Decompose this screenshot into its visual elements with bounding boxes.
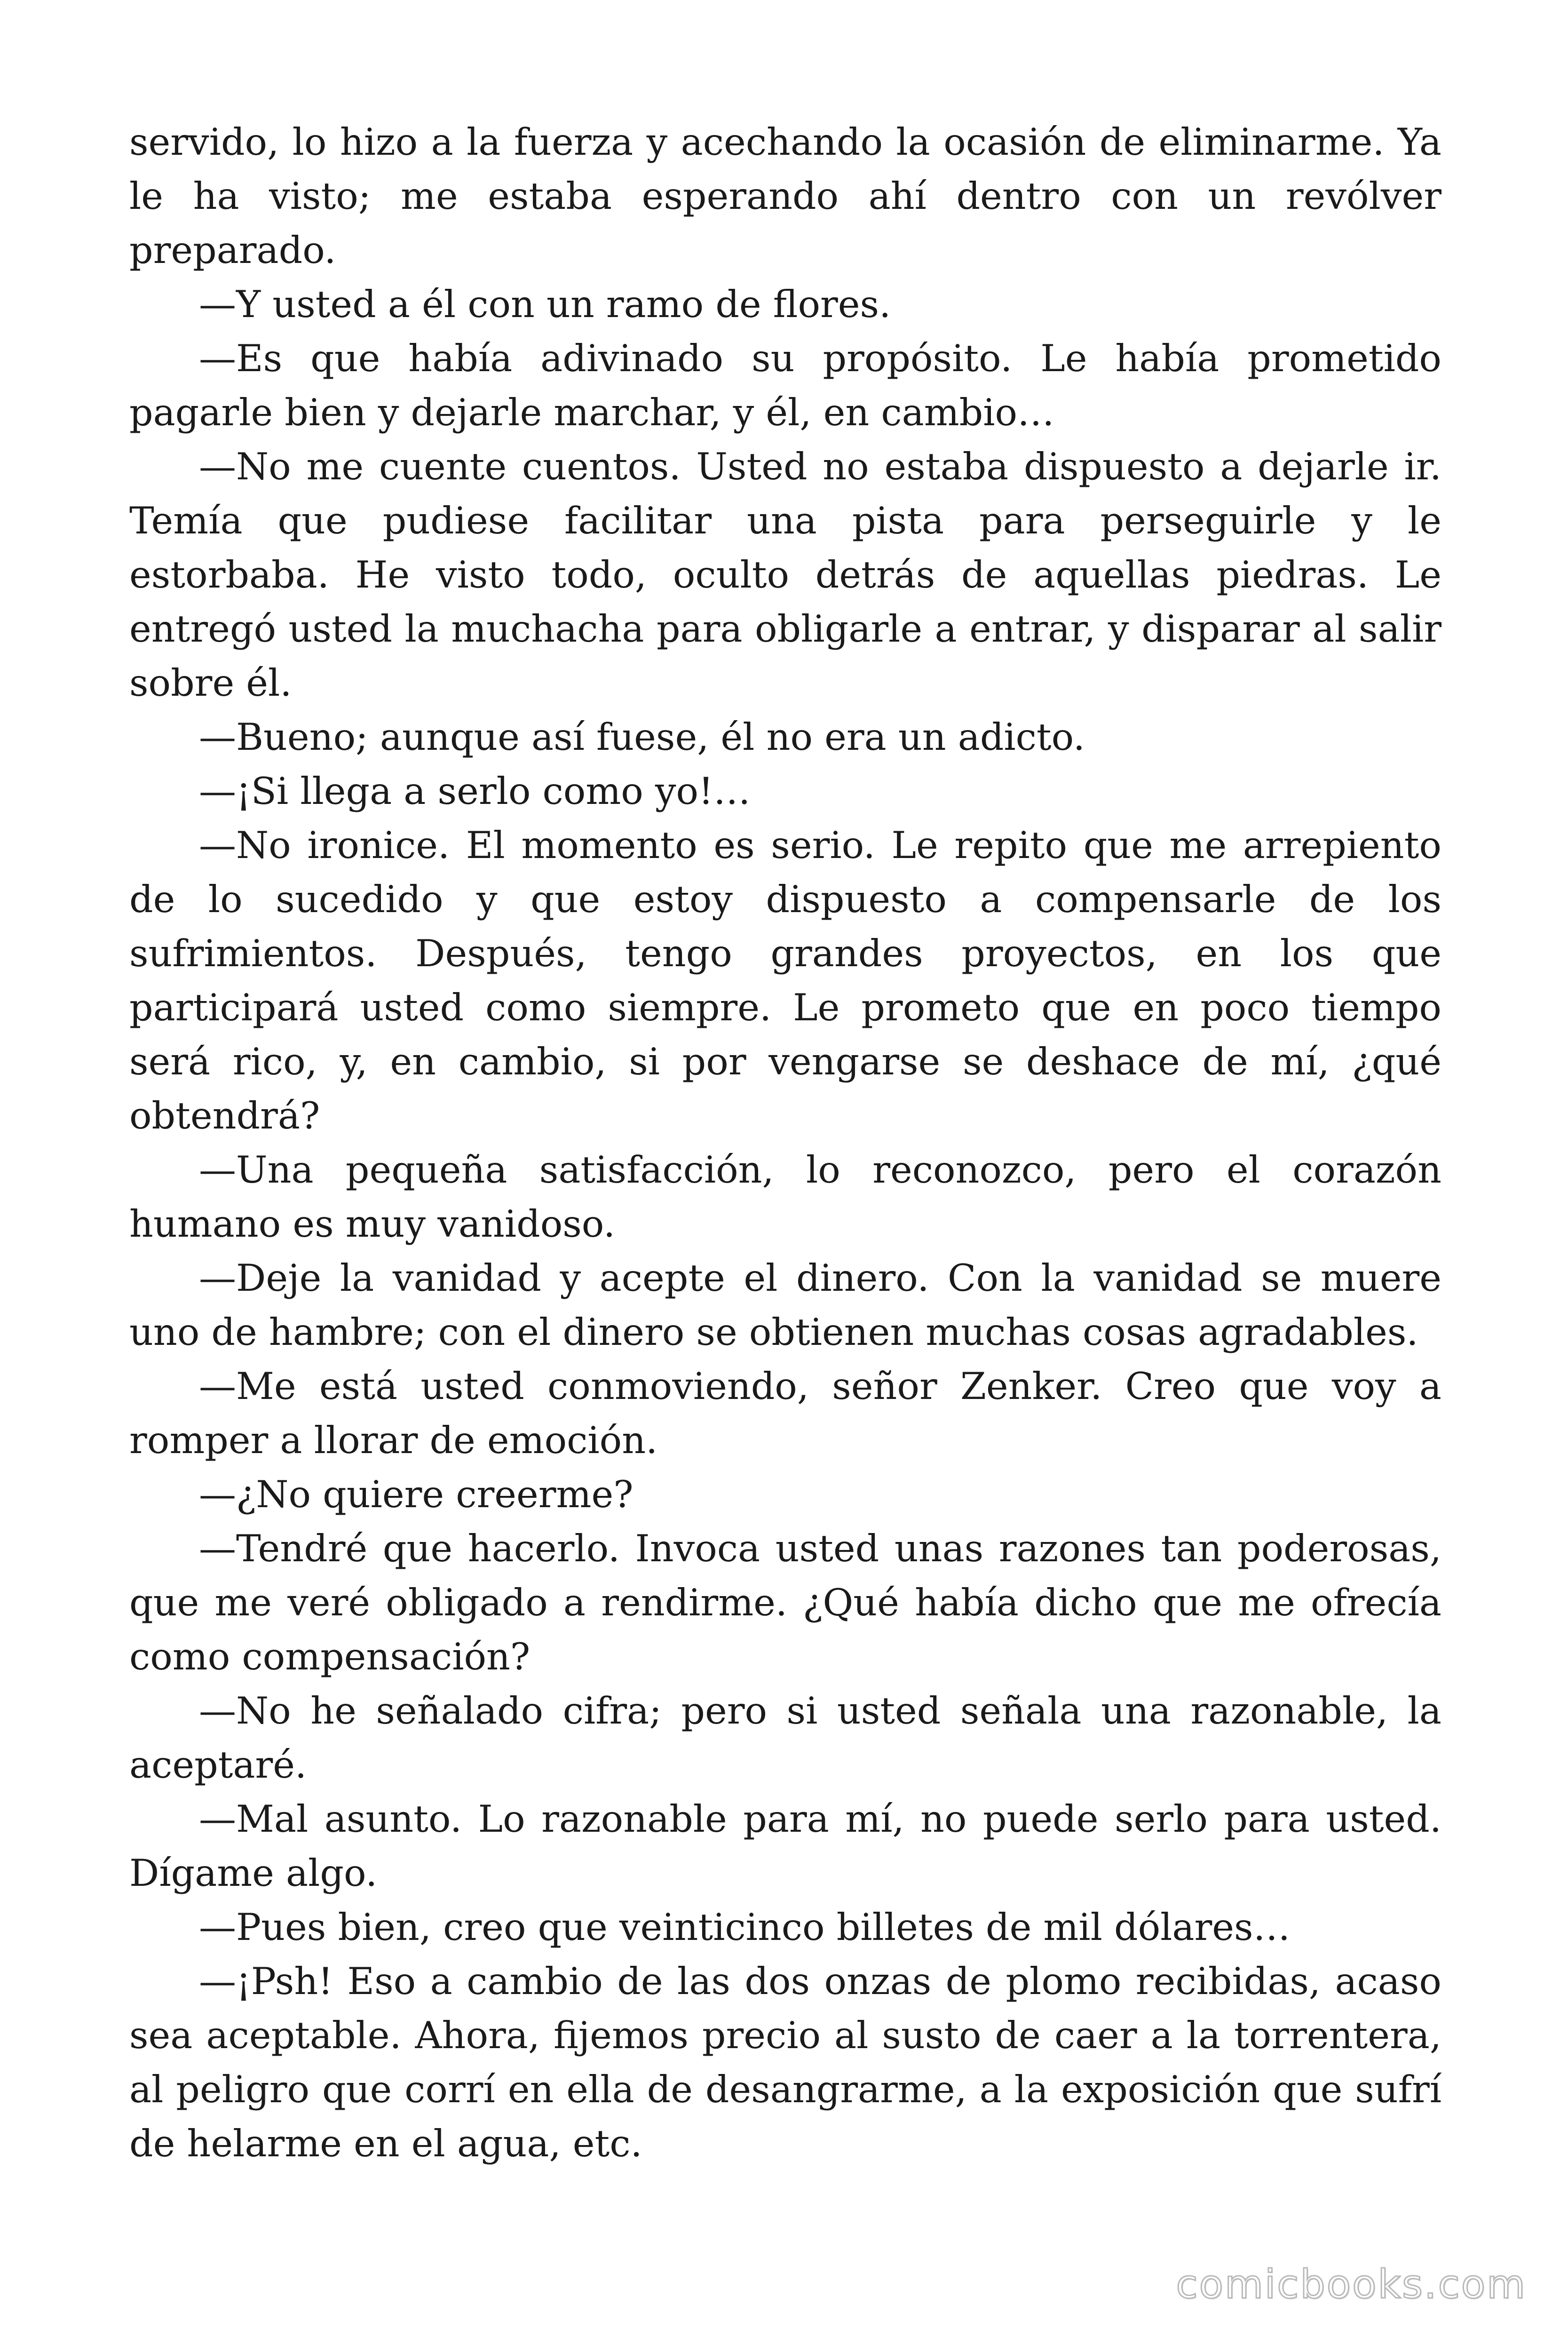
paragraph-4: —No me cuente cuentos. Usted no estaba dispuesto a dejarle ir. Temía que pudiese facilitar una pista para perseguirle y le estorbaba. He visto todo, oculto detrás de aquellas piedras. Le entregó usted la muchacha para obligarle a entrar, y disparar al salir sobre él. bbox=[129, 445, 1441, 705]
paragraph-5: —Bueno; aunque así fuese, él no era un adicto. bbox=[199, 715, 1085, 759]
paragraph-8: —Una pequeña satisfacción, lo reconozco, pero el corazón humano es muy vanidoso. bbox=[129, 1148, 1441, 1246]
paragraph-11: —¿No quiere creerme? bbox=[199, 1473, 634, 1516]
paragraph-10: —Me está usted conmoviendo, señor Zenker. Creo que voy a romper a llorar de emoción. bbox=[129, 1365, 1441, 1462]
paragraph-16: —¡Psh! Eso a cambio de las dos onzas de plomo recibidas, acaso sea aceptable. Ahora, fijemos precio al susto de caer a la torrentera, al peligro que corrí en ella de desangrarme, a la exposición que sufrí de helarme en el agua, etc. bbox=[129, 1960, 1441, 2165]
page-body bbox=[129, 115, 1441, 2171]
watermark: comicbooks.com bbox=[1176, 2261, 1527, 2307]
paragraph-2: —Y usted a él con un ramo de flores. bbox=[199, 283, 891, 326]
paragraph-1: servido, lo hizo a la fuerza y acechando la ocasión de eliminarme. Ya le ha visto; me estaba esperando ahí dentro con un revólver preparado. bbox=[129, 120, 1441, 272]
paragraph-3: —Es que había adivinado su propósito. Le había prometido pagarle bien y dejarle marchar, y él, en cambio… bbox=[129, 337, 1441, 434]
paragraph-13: —No he señalado cifra; pero si usted señala una razonable, la aceptaré. bbox=[129, 1689, 1441, 1787]
paragraph-6: —¡Si llega a serlo como yo!… bbox=[199, 770, 751, 813]
paragraph-15: —Pues bien, creo que veinticinco billetes de mil dólares… bbox=[199, 1906, 1291, 1949]
paragraph-7: —No ironice. El momento es serio. Le repito que me arrepiento de lo sucedido y que estoy dispuesto a compensarle de los sufrimientos. Después, tengo grandes proyectos, en los que participará usted como siempre. Le prometo que en poco tiempo será rico, y, en cambio, si por vengarse se deshace de mí, ¿qué obtendrá? bbox=[129, 824, 1441, 1137]
paragraph-9: —Deje la vanidad y acepte el dinero. Con la vanidad se muere uno de hambre; con el dinero se obtienen muchas cosas agradables. bbox=[129, 1256, 1441, 1354]
paragraph-12: —Tendré que hacerlo. Invoca usted unas razones tan poderosas, que me veré obligado a rendirme. ¿Qué había dicho que me ofrecía como compensación? bbox=[129, 1527, 1441, 1678]
paragraph-14: —Mal asunto. Lo razonable para mí, no puede serlo para usted. Dígame algo. bbox=[129, 1797, 1441, 1895]
